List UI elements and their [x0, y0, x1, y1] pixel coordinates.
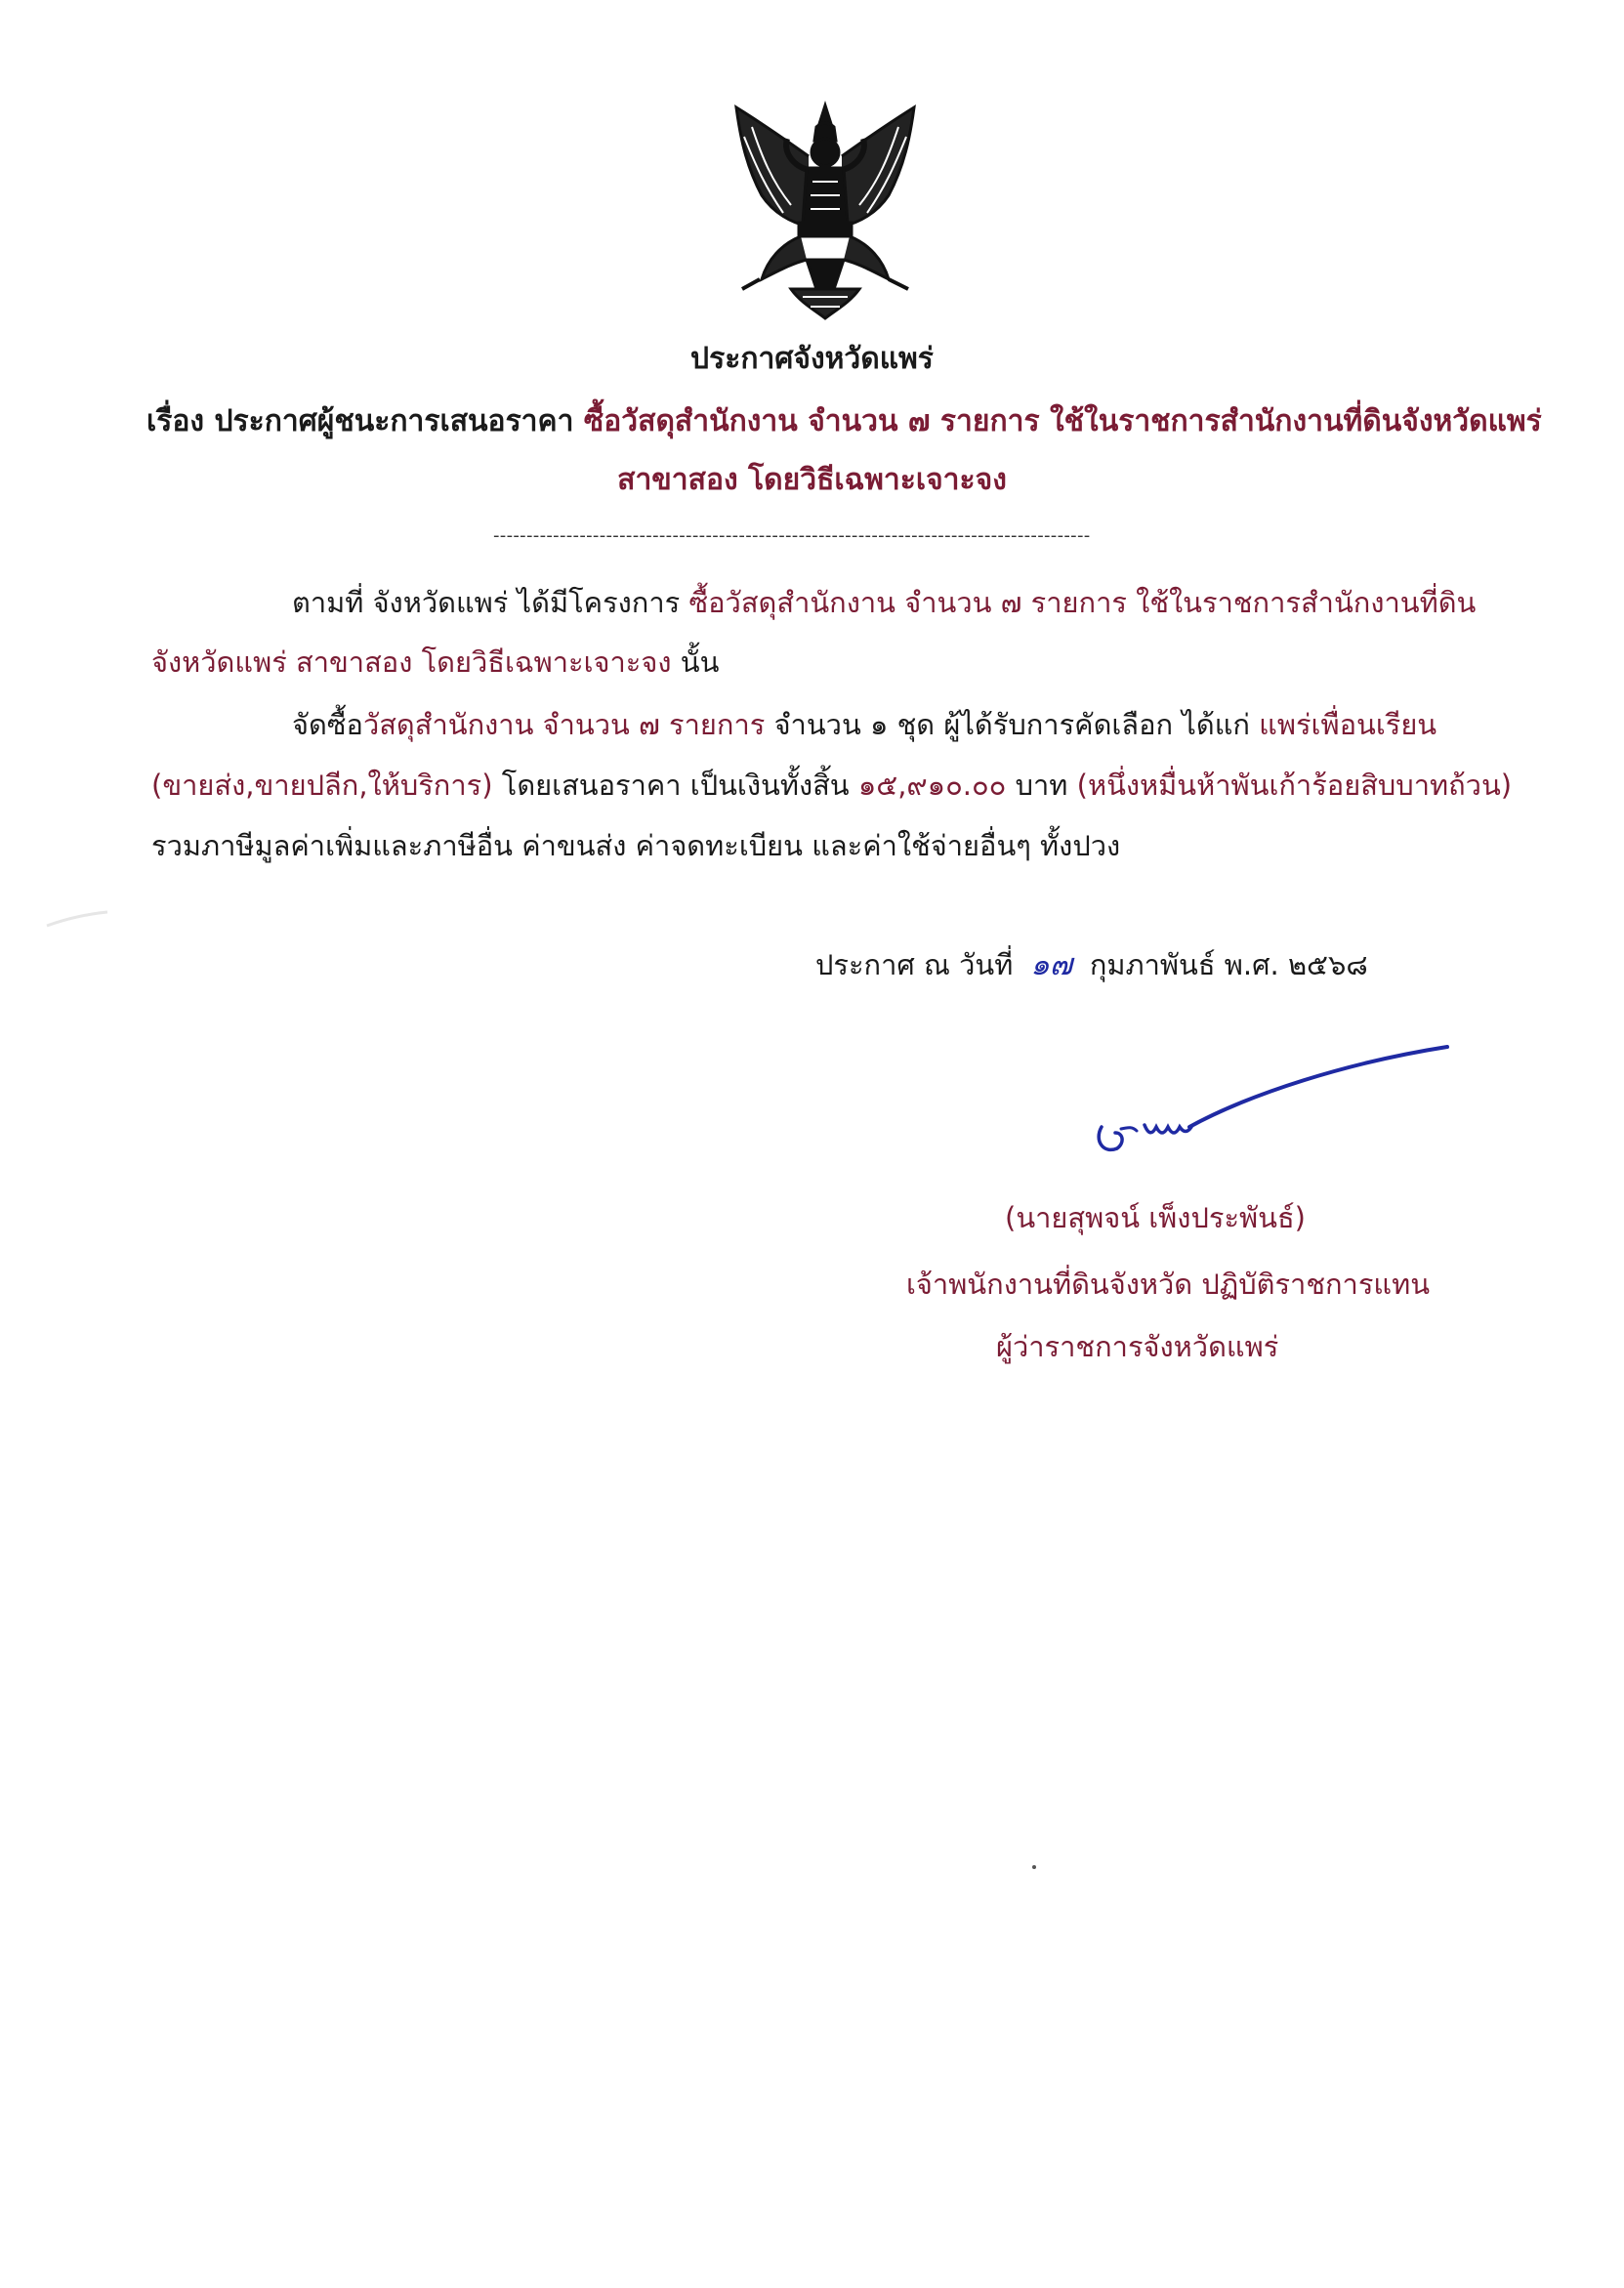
p2-prefix: จัดซื้อ: [292, 708, 363, 741]
signature-icon: [1074, 1033, 1455, 1166]
p2-amount: ๑๕,๙๑๐.๐๐: [857, 769, 1007, 802]
signatory-name: (นายสุพจน์ เพ็งประพันธ์): [1005, 1201, 1306, 1234]
p2-currency: บาท: [1015, 769, 1068, 802]
date-month-year: กุมภาพันธ์ พ.ศ. ๒๕๖๘: [1089, 948, 1368, 981]
p2-amount-words: (หนึ่งหมื่นห้าพันเก้าร้อยสิบบาทถ้วน): [1076, 769, 1513, 802]
divider: ------------------------------------------------------------------------------------------: [493, 525, 1091, 546]
subject-line-2: สาขาสอง โดยวิธีเฉพาะเจาะจง: [617, 463, 1007, 497]
paragraph-2-line-1: [292, 702, 1437, 747]
paragraph-1-line-2: [151, 640, 719, 685]
p2-highlight: วัสดุสำนักงาน จำนวน ๗ รายการ: [362, 708, 766, 741]
paragraph-2-line-3: รวมภาษีมูลค่าเพิ่มและภาษีอื่น ค่าขนส่ง ค่าจดทะเบียน และค่าใช้จ่ายอื่นๆ ทั้งปวง: [151, 829, 1121, 862]
p1-highlight: ซื้อวัสดุสำนักงาน จำนวน ๗ รายการ ใช้ในราชการสำนักงานที่ดิน: [688, 586, 1477, 619]
p2-vendor-detail: (ขายส่ง,ขายปลีก,ให้บริการ): [151, 769, 493, 802]
signatory-position-line-2: ผู้ว่าราชการจังหวัดแพร่: [996, 1330, 1279, 1363]
signatory-position-line-1: เจ้าพนักงานที่ดินจังหวัด ปฏิบัติราชการแทน: [906, 1268, 1431, 1301]
p2-mid: จำนวน ๑ ชุด ผู้ได้รับการคัดเลือก ได้แก่: [773, 708, 1250, 741]
p2-vendor: แพร่เพื่อนเรียน: [1259, 708, 1437, 741]
paragraph-1-line-1: [292, 580, 1476, 625]
subject-highlight: ซื้อวัสดุสำนักงาน จำนวน ๗ รายการ ใช้ในราชการสำนักงานที่ดินจังหวัดแพร่: [583, 404, 1542, 438]
page-title: ประกาศจังหวัดแพร่: [690, 342, 934, 376]
p1-line2-highlight: จังหวัดแพร่ สาขาสอง โดยวิธีเฉพาะเจาะจง: [151, 645, 672, 679]
p2-price-prefix: โดยเสนอราคา เป็นเงินทั้งสิ้น: [501, 769, 850, 802]
date-day: ๑๗: [1030, 947, 1073, 982]
p1-line2-suffix: นั้น: [680, 645, 720, 679]
announcement-date: [815, 939, 1368, 988]
paragraph-2-line-2: [151, 763, 1512, 808]
subject-prefix: เรื่อง ประกาศผู้ชนะการเสนอราคา: [146, 404, 574, 438]
date-prefix: ประกาศ ณ วันที่: [815, 948, 1014, 981]
p1-prefix: ตามที่ จังหวัดแพร่ ได้มีโครงการ: [292, 586, 681, 619]
subject-line: [146, 398, 1542, 444]
garuda-emblem-icon: [723, 98, 928, 324]
